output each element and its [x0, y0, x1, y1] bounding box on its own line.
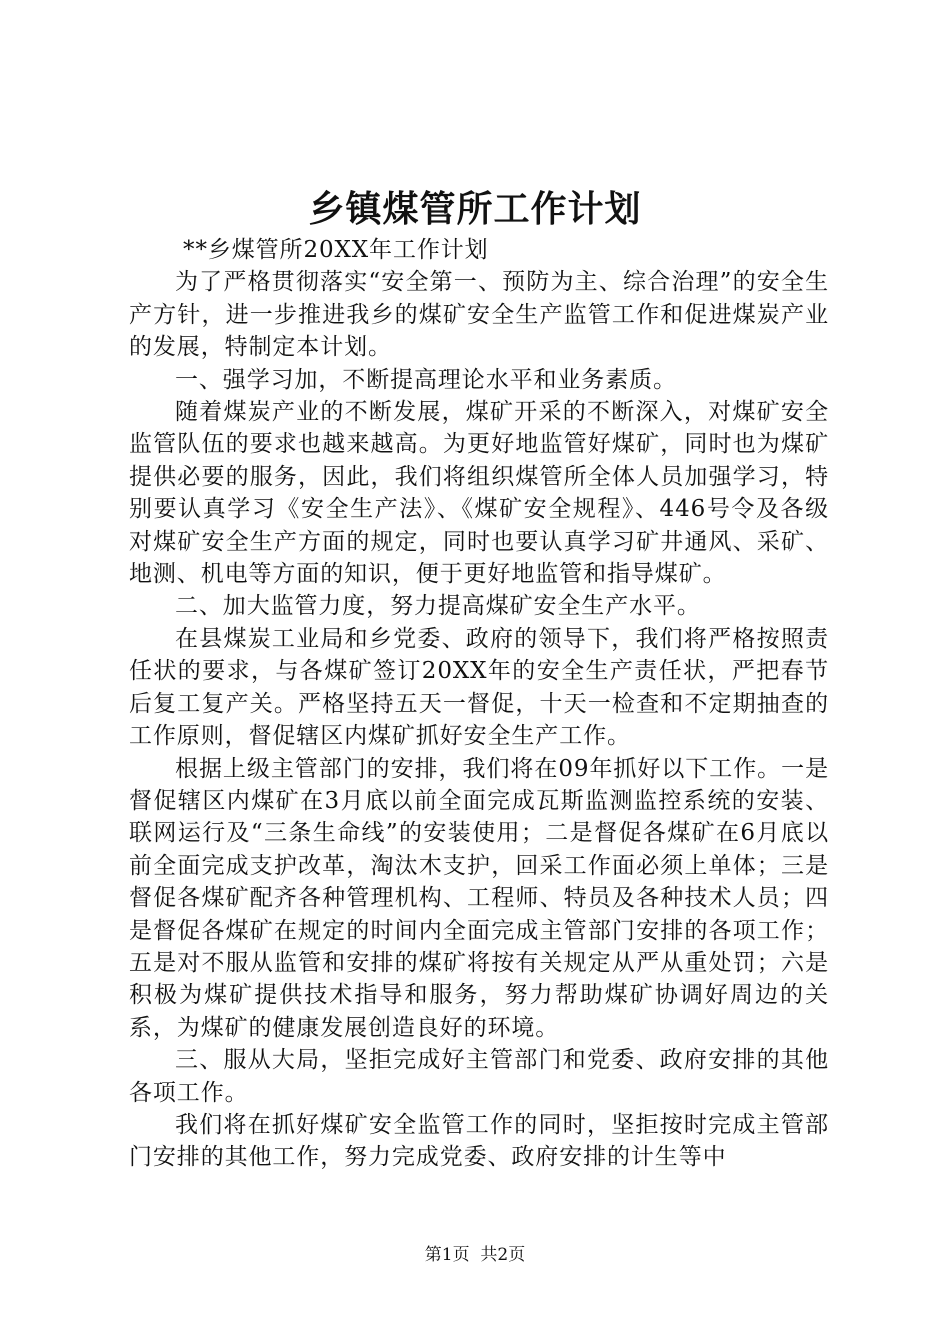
paragraph-section-1: 随着煤炭产业的不断发展，煤矿开采的不断深入，对煤矿安全监管队伍的要求也越来越高。为更好地监管好煤矿，同时也为煤矿提供必要的服务，因此，我们将组织煤管所全体人员加强学习，特别要认真学习《安全生产法》、《煤矿安全规程》、446号令及各级对煤矿安全生产方面的规定，同时也要认真学习矿井通风、采矿、地测、机电等方面的知识，便于更好地监管和指导煤矿。 [129, 399, 829, 588]
document-title: 乡镇煤管所工作计划 [308, 188, 642, 230]
paragraph-section-3: 我们将在抓好煤矿安全监管工作的同时，坚拒按时完成主管部门安排的其他工作，努力完成党委、政府安排的计生等中 [129, 1111, 829, 1171]
paragraph-intro: 为了严格贯彻落实“安全第一、预防为主、综合治理”的安全生产方针，进一步推进我乡的煤矿安全生产监管工作和促进煤炭产业的发展，特制定本计划。 [129, 269, 829, 361]
page-total: 共2页 [480, 1245, 526, 1265]
paragraph-section-2a: 在县煤炭工业局和乡党委、政府的领导下，我们将严格按照责任状的要求，与各煤矿签订20XX年的安全生产责任状，严把春节后复工复产关。严格坚持五天一督促，十天一检查和不定期抽查的工作原则，督促辖区内煤矿抓好安全生产工作。 [129, 625, 829, 750]
section-heading-3: 三、服从大局，坚拒完成好主管部门和党委、政府安排的其他各项工作。 [129, 1047, 829, 1106]
document-subtitle: **乡煤管所20XX年工作计划 [183, 237, 489, 263]
paragraph-section-2b: 根据上级主管部门的安排，我们将在09年抓好以下工作。一是督促辖区内煤矿在3月底以前全面完成瓦斯监测监控系统的安装、联网运行及“三条生命线”的安装使用；二是督促各煤矿在6月底以前全面完成支护改革，淘汰木支护，回采工作面必须上单体；三是督促各煤矿配齐各种管理机构、工程师、特员及各种技术人员；四是督促各煤矿在规定的时间内全面完成主管部门安排的各项工作；五是对不服从监管和安排的煤矿将按有关规定从严从重处罚；六是积极为煤矿提供技术指导和服务，努力帮助煤矿协调好周边的关系，为煤矿的健康发展创造良好的环境。 [129, 755, 829, 1041]
page-number: 第1页 [424, 1245, 470, 1265]
page-footer [0, 1243, 950, 1267]
section-heading-1: 一、强学习加，不断提高理论水平和业务素质。 [175, 366, 677, 393]
document-body [129, 234, 829, 1174]
section-heading-2: 二、加大监管力度，努力提高煤矿安全生产水平。 [175, 593, 701, 620]
